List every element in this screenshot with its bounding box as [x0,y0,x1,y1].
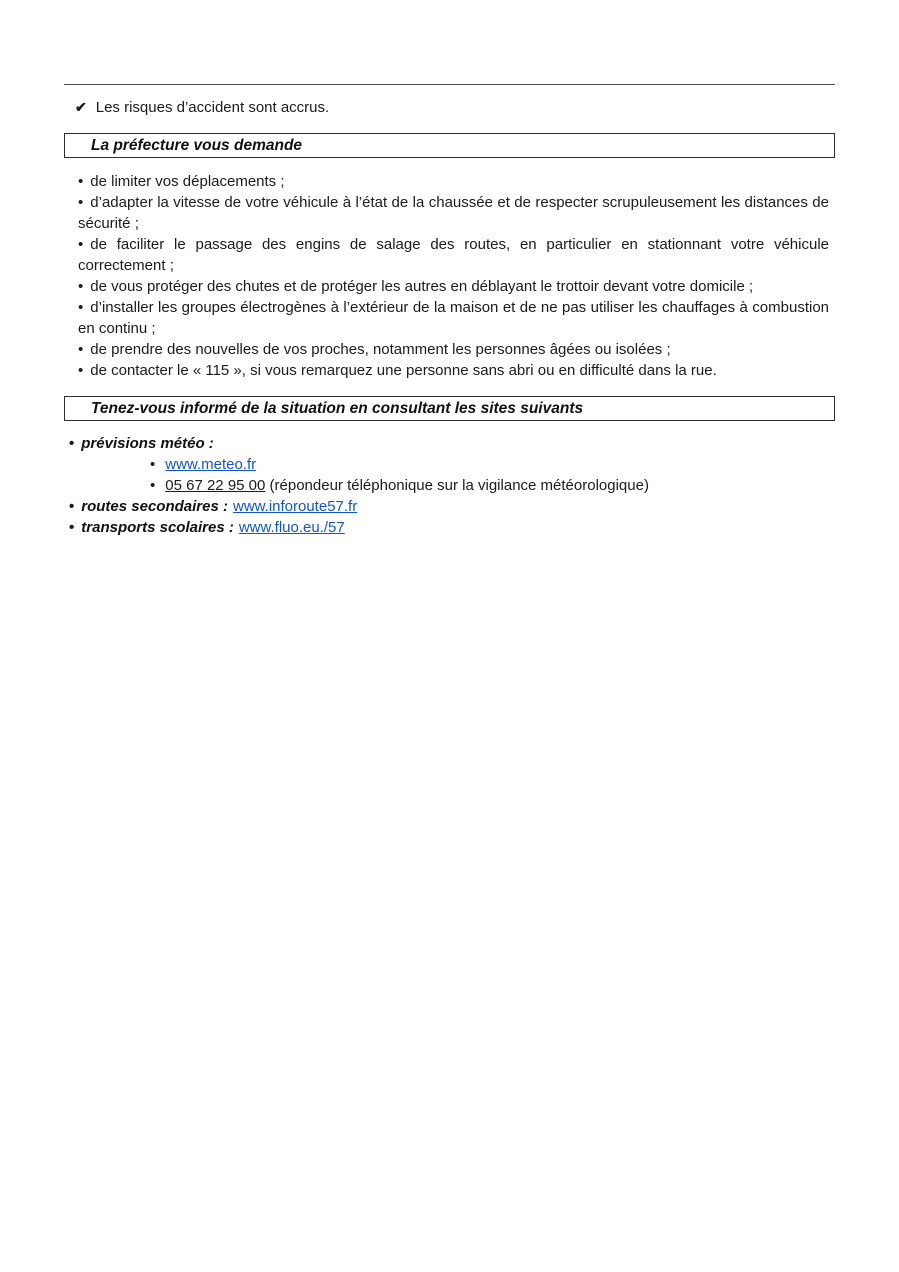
risk-note-text: Les risques d’accident sont accrus. [95,99,330,116]
top-divider [64,84,835,85]
meteo-link[interactable]: www.meteo.fr [165,456,257,473]
bullet-icon: • [78,236,84,253]
transports-label: transports scolaires : [81,519,234,536]
meteo-label: prévisions météo : [81,435,214,452]
list-item-text: de contacter le « 115 », si vous remarquez une personne sans abri ou en difficulté dans la rue. [90,362,717,379]
transports-link[interactable]: www.fluo.eu./57 [238,519,345,536]
section-title-information: Tenez-vous informé de la situation en consultant les sites suivants [91,399,584,417]
bullet-icon: • [150,456,156,473]
routes-link[interactable]: www.inforoute57.fr [232,498,358,515]
bullet-icon: • [69,519,75,536]
list-item-text: d’installer les groupes électrogènes à l’extérieur de la maison et de ne pas utiliser les chauffages à combustion en continu ; [78,299,829,337]
list-item [78,276,829,297]
bullet-icon: • [78,278,84,295]
bullet-icon: • [69,498,75,515]
information-links-list [64,433,835,538]
phone-note: (répondeur téléphonique sur la vigilance météorologique) [269,477,649,494]
bullet-icon: • [150,477,156,494]
bullet-icon: • [78,173,84,190]
routes-label: routes secondaires : [81,498,228,515]
phone-number: 05 67 22 95 00 [165,477,266,494]
list-item [78,234,829,276]
check-icon: ✔ [75,99,87,115]
bullet-icon: • [69,435,75,452]
list-item [78,171,829,192]
list-item-routes [64,496,835,517]
section-header-prefecture [64,133,835,158]
bullet-icon: • [78,341,84,358]
list-item-transports [64,517,835,538]
section-header-information [64,396,835,421]
list-item-text: de faciliter le passage des engins de salage des routes, en particulier en stationnant votre véhicule correctement ; [78,236,829,274]
bullet-icon: • [78,362,84,379]
list-item-meteo [64,433,835,454]
risk-note [64,97,835,118]
list-item-phone [64,475,835,496]
list-item [78,192,829,234]
list-item-text: de prendre des nouvelles de vos proches, notamment les personnes âgées ou isolées ; [90,341,671,358]
list-item-text: de limiter vos déplacements ; [90,173,285,190]
section-title-prefecture: La préfecture vous demande [91,136,303,154]
list-item [78,360,829,381]
list-item-text: d’adapter la vitesse de votre véhicule à l’état de la chaussée et de respecter scrupuleusement les distances de sécurité ; [78,194,829,232]
prefecture-advice-list [64,171,835,381]
list-item [78,297,829,339]
document-page [0,0,899,538]
list-item [78,339,829,360]
list-item-meteo-link [64,454,835,475]
bullet-icon: • [78,299,84,316]
list-item-text: de vous protéger des chutes et de protéger les autres en déblayant le trottoir devant votre domicile ; [90,278,754,295]
bullet-icon: • [78,194,84,211]
